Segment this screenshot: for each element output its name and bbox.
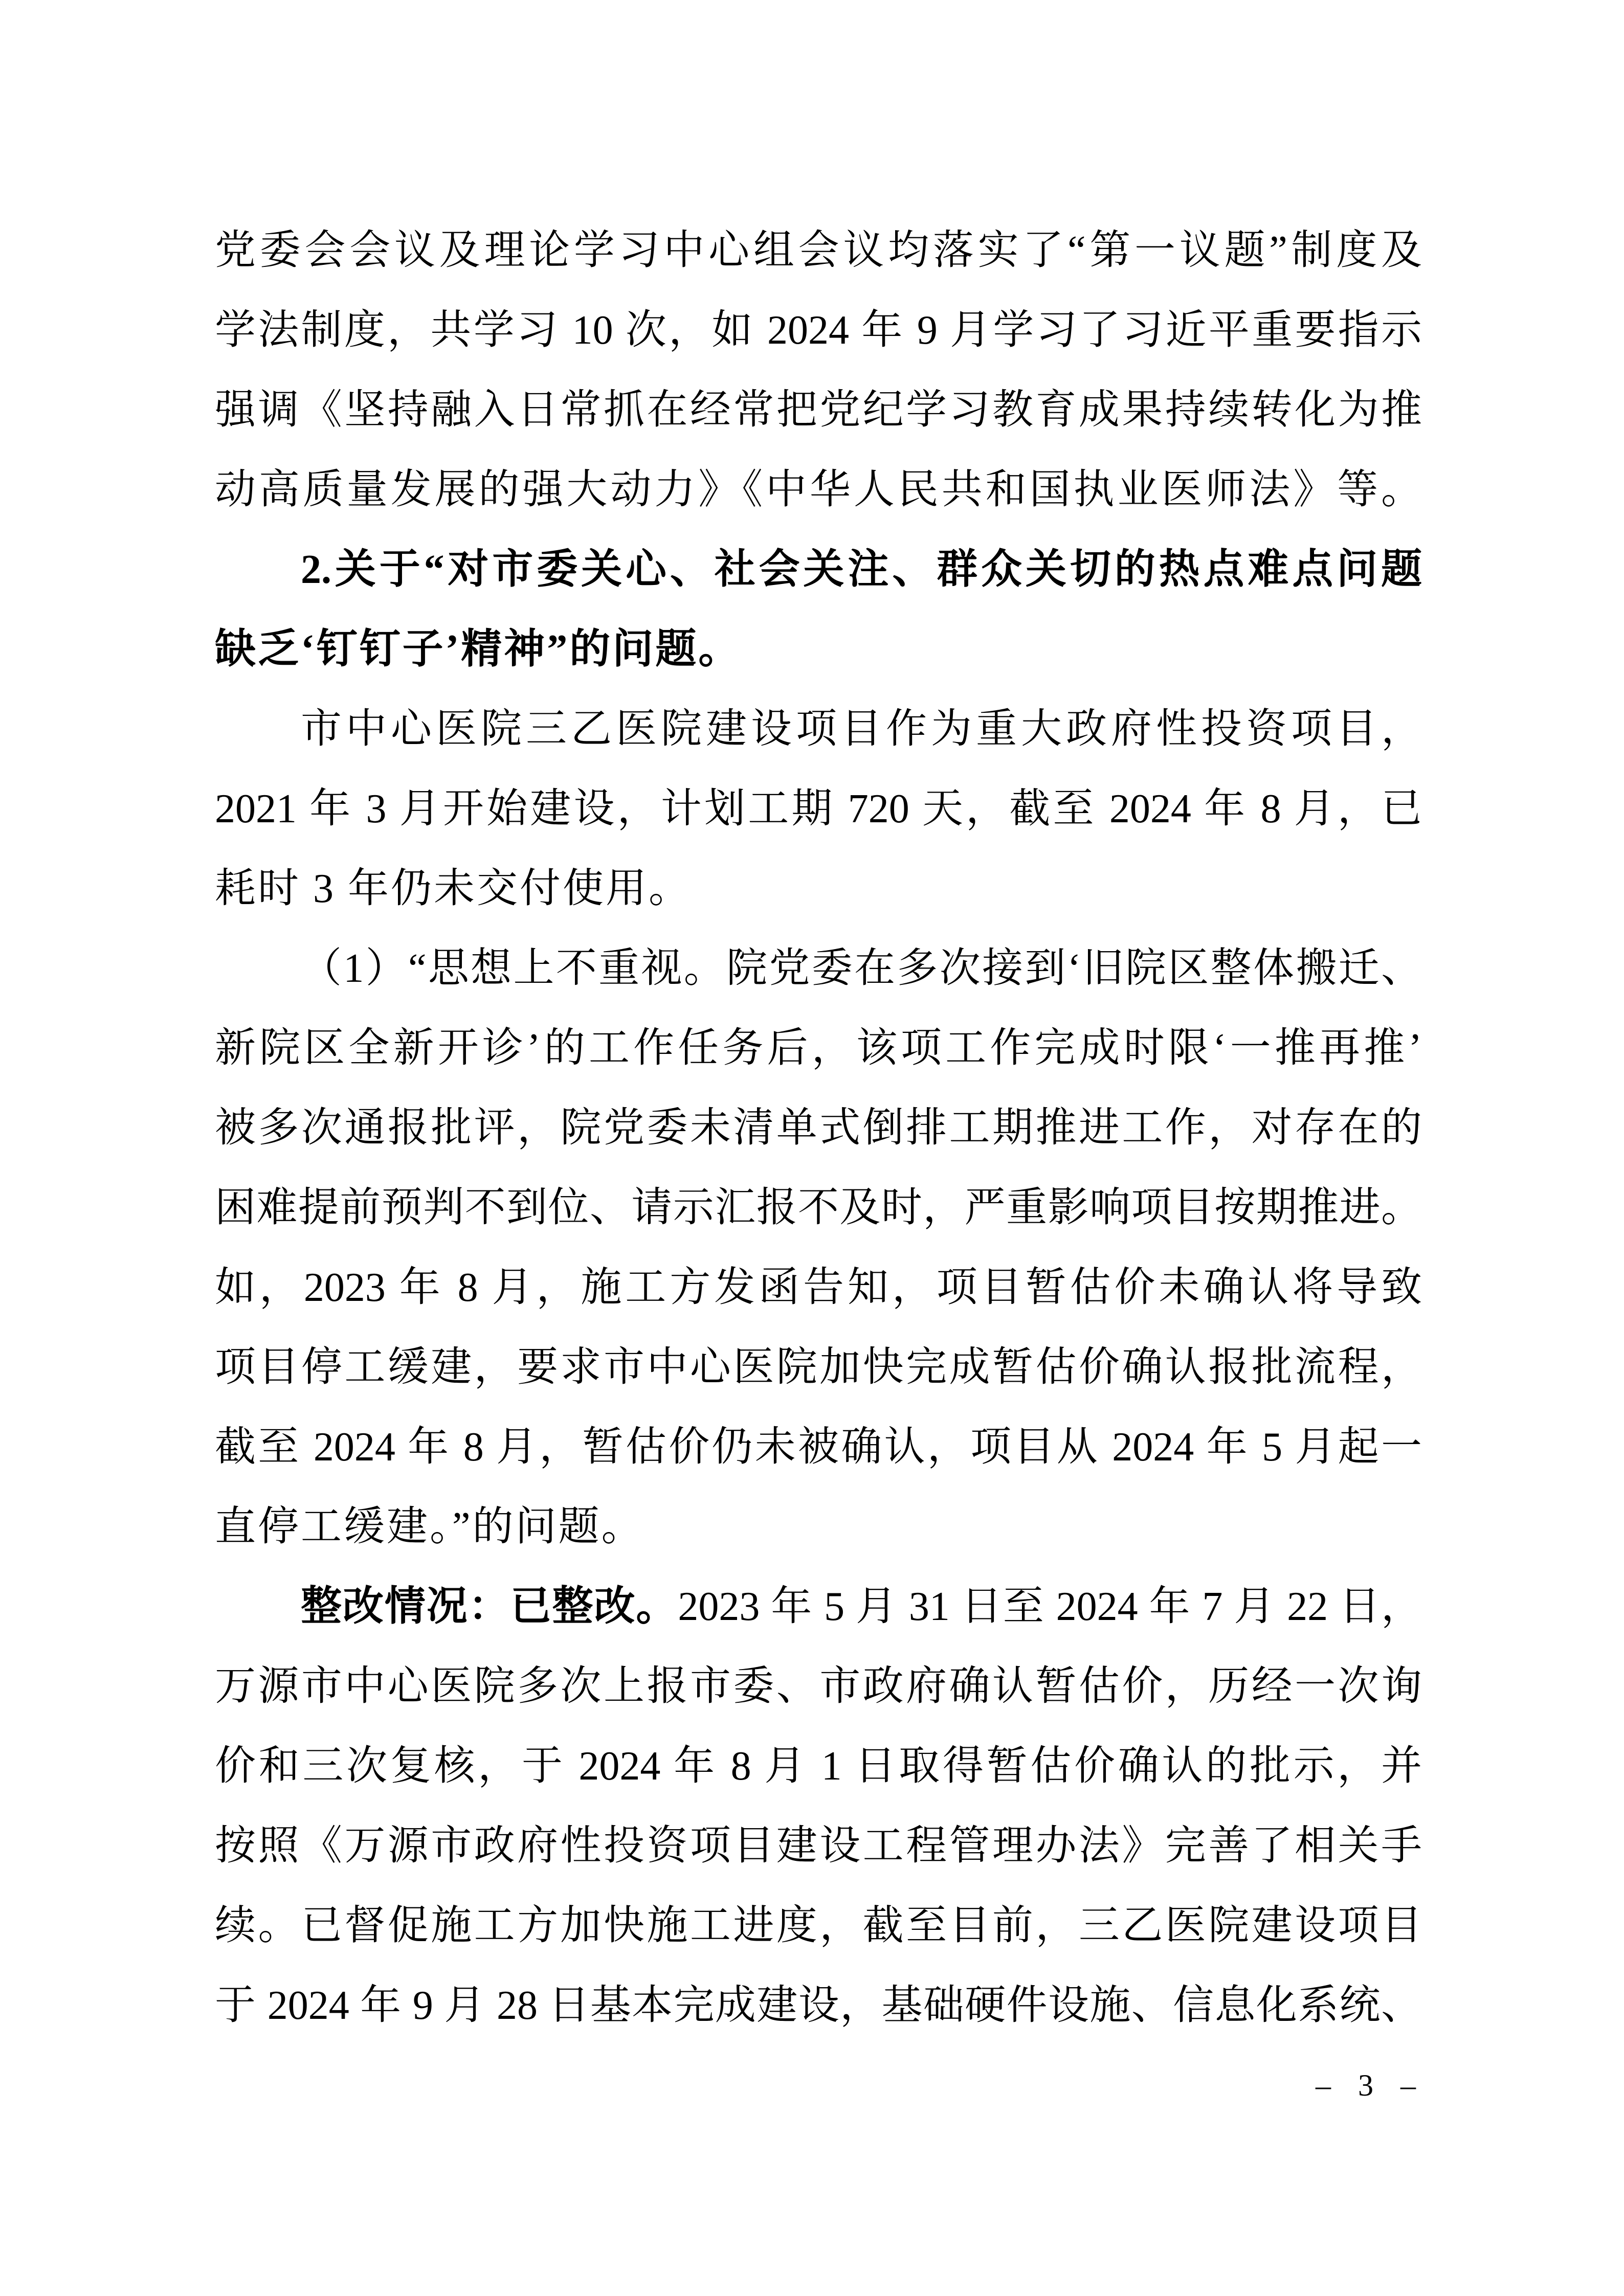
bold-lead-in: 整改情况：已整改。 [301, 1584, 678, 1629]
document-line: （1）“思想上不重视。院党委在多次接到‘旧院区整体搬迁、 [301, 946, 1422, 991]
document-lines [215, 211, 1422, 2045]
document-content [215, 211, 1422, 2125]
document-line: 直停工缓建。”的问题。 [215, 1504, 644, 1549]
page-number: – 3 – [1316, 2068, 1422, 2102]
document-line: 学法制度，共学习 10 次，如 2024 年 9 月学习了习近平重要指示 [215, 308, 1422, 353]
document-line: 如，2023 年 8 月，施工方发函告知，项目暂估价未确认将导致 [215, 1265, 1422, 1310]
document-line: 市中心医院三乙医院建设项目作为重大政府性投资项目， [301, 707, 1422, 752]
document-line: 万源市中心医院多次上报市委、市政府确认暂估价，历经一次询 [215, 1664, 1422, 1709]
document-line: 强调《坚持融入日常抓在经常把党纪学习教育成果持续转化为推 [215, 388, 1422, 433]
document-line: 2.关于“对市委关心、社会关注、群众关切的热点难点问题 [301, 547, 1422, 592]
document-line: 缺乏‘钉钉子’精神”的问题。 [215, 627, 742, 672]
document-line: 动高质量发展的强大动力》《中华人民共和国执业医师法》等。 [215, 467, 1422, 512]
document-line: 党委会会议及理论学习中心组会议均落实了“第一议题”制度及 [215, 228, 1422, 273]
document-line: 续。已督促施工方加快施工进度，截至目前，三乙医院建设项目 [215, 1903, 1422, 1948]
document-line: 2021 年 3 月开始建设，计划工期 720 天，截至 2024 年 8 月，已 [215, 786, 1422, 831]
document-line: 于 2024 年 9 月 28 日基本完成建设，基础硬件设施、信息化系统、 [215, 1983, 1422, 2028]
document-line: 按照《万源市政府性投资项目建设工程管理办法》完善了相关手 [215, 1824, 1422, 1869]
document-line: 耗时 3 年仍未交付使用。 [215, 866, 692, 911]
line-text: 2023 年 5 月 31 日至 2024 年 7 月 22 日， [678, 1584, 1422, 1629]
document-line: 截至 2024 年 8 月，暂估价仍未被确认，项目从 2024 年 5 月起一 [215, 1425, 1422, 1470]
document-line: 项目停工缓建，要求市中心医院加快完成暂估价确认报批流程， [215, 1345, 1422, 1390]
document-line: 新院区全新开诊’的工作任务后，该项工作完成时限‘一推再推’ [215, 1026, 1422, 1071]
document-line: 价和三次复核，于 2024 年 8 月 1 日取得暂估价确认的批示，并 [215, 1744, 1422, 1789]
document-line [215, 1567, 1422, 1647]
document-line: 被多次通报批评，院党委未清单式倒排工期推进工作，对存在的 [215, 1106, 1422, 1151]
document-line: 困难提前预判不到位、请示汇报不及时，严重影响项目按期推进。 [215, 1185, 1422, 1230]
